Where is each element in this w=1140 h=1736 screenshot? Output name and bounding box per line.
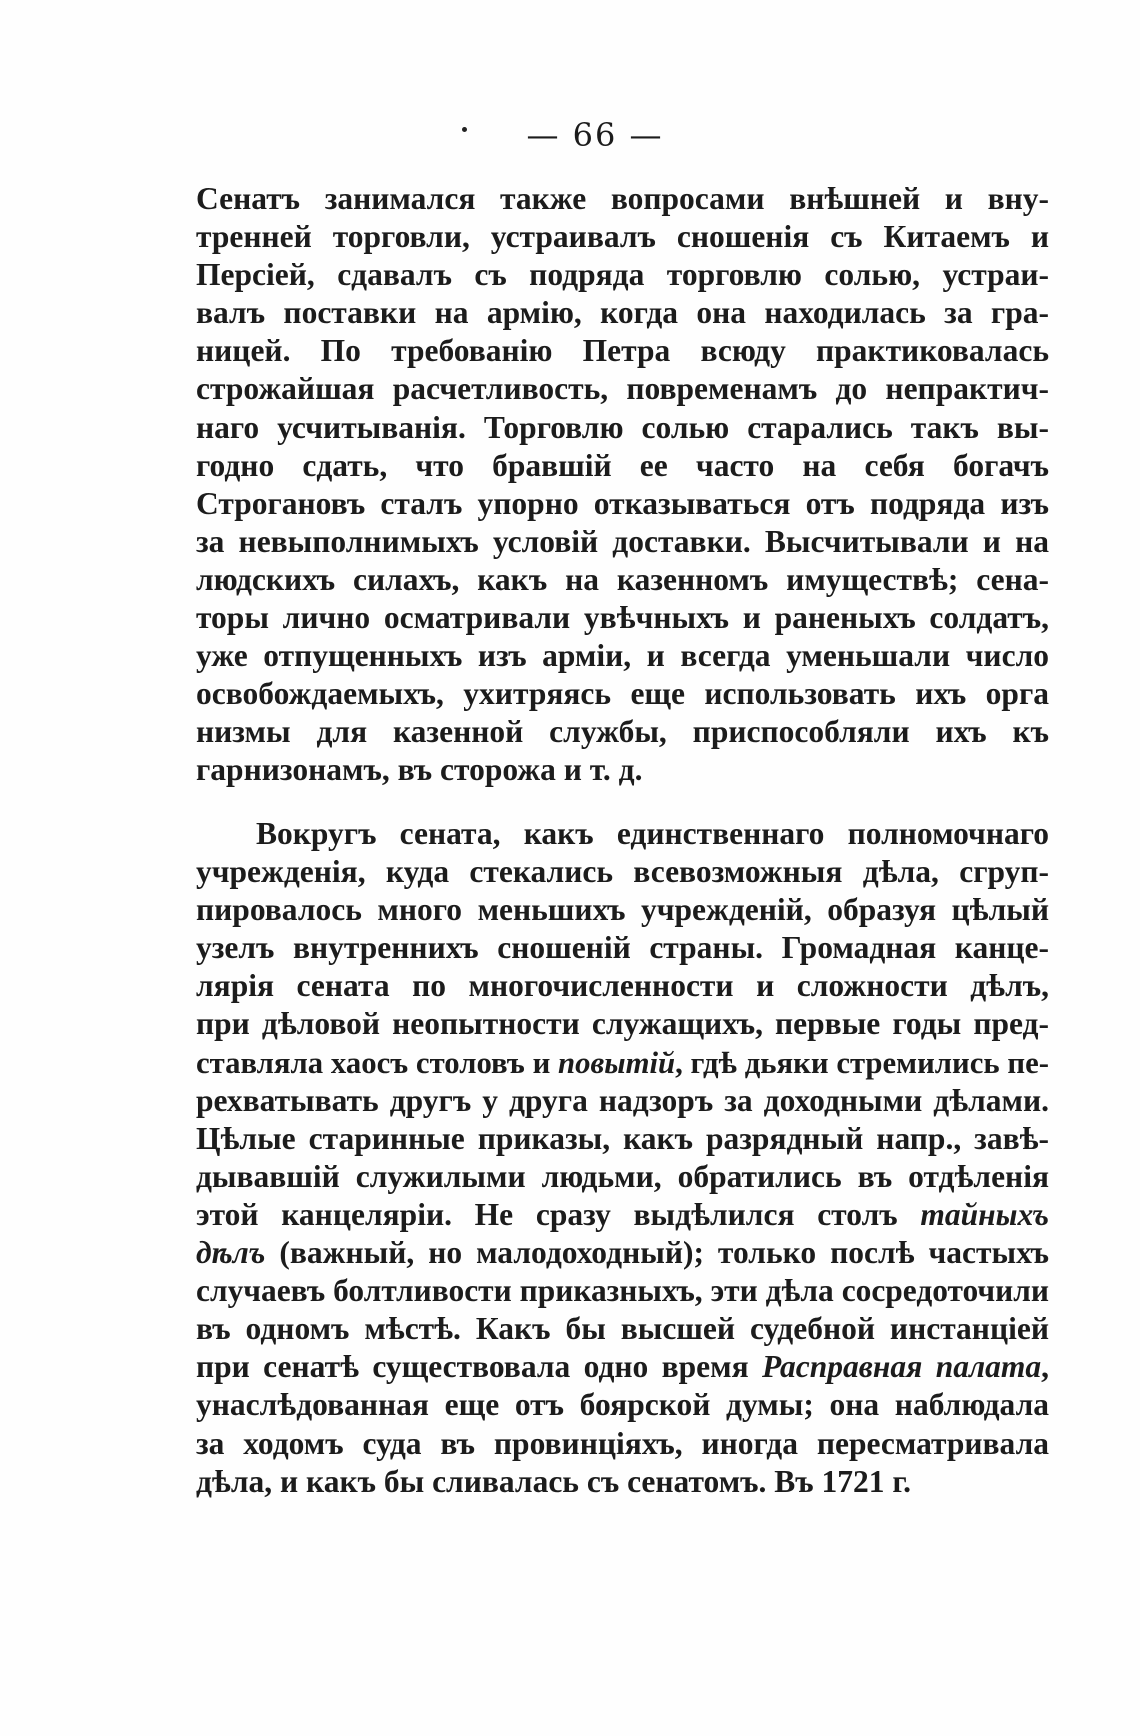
text-line: учрежденія, куда стекались всевозможныя дѣла, сгруп- [196, 854, 1049, 890]
text-line: Сенатъ занимался также вопросами внѣшней и вну- [196, 181, 1049, 216]
text-line: торы лично осматривали увѣчныхъ и раненыхъ солдатъ, [196, 600, 1049, 636]
text-line [196, 1234, 1049, 1272]
text-line: уже отпущенныхъ изъ арміи, и всегда уменьшали число [196, 638, 1049, 674]
text-line: Персіей, сдавалъ съ подряда торговлю солью, устраи- [196, 257, 1049, 293]
text-line: Строгановъ сталъ упорно отказываться отъ подряда изъ [196, 485, 1049, 521]
text-line: строжайшая расчетливость, повременамъ до непрактич- [196, 371, 1049, 407]
text-line: тренней торговли, устраивалъ сношенія съ Китаемъ и [196, 219, 1049, 255]
text-run: , [1041, 1349, 1050, 1385]
body-text [196, 180, 1049, 790]
text-line: Вокругъ сената, какъ единственнаго полномочнаго [256, 816, 1049, 851]
text-line [196, 1044, 1049, 1082]
text-line: пировалось много меньшихъ учрежденій, образуя цѣлый [196, 892, 1049, 928]
text-line: случаевъ болтливости приказныхъ, эти дѣла сосредоточили [196, 1273, 1049, 1309]
italic-term: Расправная палата [762, 1349, 1042, 1385]
text-line: ницей. По требованію Петра всюду практиковалась [196, 333, 1049, 369]
text-line: рехватывать другъ у друга надзоръ за доходными дѣлами. [196, 1082, 1049, 1118]
text-line: въ одномъ мѣстѣ. Какъ бы высшей судебной инстанціей [196, 1311, 1049, 1347]
text-line [196, 1348, 1049, 1386]
text-line: узелъ внутреннихъ сношеній страны. Громадная канце- [196, 930, 1049, 966]
text-line: валъ поставки на армію, когда она находилась за гра- [196, 295, 1049, 331]
text-run: , гдѣ дьяки стремились пе- [675, 1045, 1049, 1080]
print-speck [462, 127, 467, 132]
text-line: унаслѣдованная еще отъ боярской думы; она наблюдала [196, 1387, 1049, 1423]
text-run: этой канцеляріи. Не сразу выдѣлился столъ [196, 1196, 898, 1232]
text-line: за невыполнимыхъ условій доставки. Высчитывали и на [196, 523, 1049, 559]
body-text-2 [196, 815, 1049, 1501]
text-line: дывавшій служилыми людьми, обратились въ отдѣленія [196, 1158, 1049, 1194]
italic-term: тайныхъ [920, 1196, 1050, 1232]
text-line: лярія сената по многочисленности и сложности дѣлъ, [196, 968, 1049, 1004]
text-line [196, 1196, 1049, 1234]
text-line: низмы для казенной службы, приспособляли ихъ къ [196, 714, 1049, 750]
text-run: (важный, но малодоходный); только послѣ частыхъ [265, 1235, 1049, 1271]
text-run: при сенатѣ существовала одно время [196, 1349, 749, 1385]
italic-term: повытій [558, 1045, 676, 1080]
text-line: людскихъ силахъ, какъ на казенномъ имуществѣ; сена- [196, 561, 1049, 597]
text-line: за ходомъ суда въ провинціяхъ, иногда пересматривала [196, 1425, 1049, 1461]
text-line: при дѣловой неопытности служащихъ, первые годы пред- [196, 1006, 1049, 1042]
italic-term: дѣлъ [196, 1235, 266, 1271]
paragraph-2 [196, 815, 1049, 1501]
text-line: дѣла, и какъ бы сливалась съ сенатомъ. Въ 1721 г. [196, 1463, 912, 1499]
text-line: наго усчитыванія. Торговлю солью старались такъ вы- [196, 409, 1049, 445]
text-line: Цѣлые старинные приказы, какъ разрядный напр., завѣ- [196, 1120, 1049, 1156]
text-line: годно сдать, что бравшій ее часто на себя богачъ [196, 447, 1049, 483]
page-number: — 66 — [526, 116, 664, 154]
paragraph-1 [196, 180, 1049, 790]
text-line: гарнизонамъ, въ сторожа и т. д. [196, 752, 643, 788]
text-line: освобождаемыхъ, ухитряясь еще использовать ихъ орга [196, 676, 1049, 712]
text-run: ставляла хаосъ столовъ и [196, 1045, 551, 1080]
